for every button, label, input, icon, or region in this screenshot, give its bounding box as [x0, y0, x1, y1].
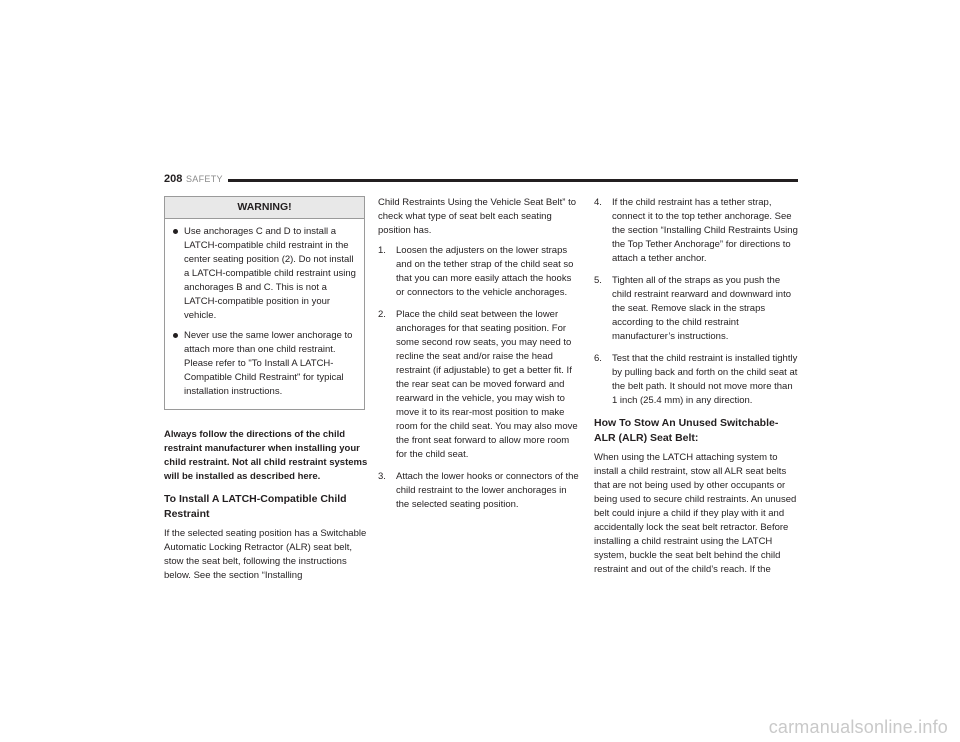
step-number: 2. [378, 309, 386, 320]
step-text: Tighten all of the straps as you push the child restraint rearward and downward into the seat. Remove slack in the straps according to the child restraint manufacturer’s instructions. [612, 275, 792, 342]
bold-paragraph: Always follow the directions of the child restraint manufacturer when installing your child restraint. Not all child restraint systems will be installed as described here. [164, 429, 368, 482]
page-number: 208 [164, 173, 183, 185]
column-1 [164, 196, 369, 589]
step-number: 3. [378, 471, 386, 482]
warning-list [165, 219, 364, 409]
steps-list [594, 196, 798, 408]
step-number: 6. [594, 353, 602, 364]
warning-item-text: Never use the same lower anchorage to attach more than one child restraint. Please refer to "To Install A LATCH-Compatible Child Restraint" for typical installation instructions. [184, 330, 353, 397]
body-paragraph: If the selected seating position has a Switchable Automatic Locking Retractor (ALR) seat belt, stow the seat belt, following the instructions below. See the section “Installing [164, 528, 367, 581]
warning-box [164, 196, 365, 410]
step-item [378, 470, 580, 512]
warning-title: WARNING! [165, 197, 364, 219]
section-heading: To Install A LATCH-Compatible Child Restraint [164, 493, 347, 520]
step-text: Test that the child restraint is installed tightly by pulling back and forth on the child seat at the belt path. It should not move more than 1 inch (25.4 mm) in any direction. [612, 353, 798, 406]
step-item [378, 244, 580, 300]
continuation-paragraph: Child Restraints Using the Vehicle Seat Belt” to check what type of seat belt each seating position has. [378, 197, 577, 236]
warning-item [173, 329, 356, 399]
column-3 [594, 196, 798, 583]
warning-item-text: Use anchorages C and D to install a LATCH-compatible child restraint in the center seating position (2). Do not install a LATCH-compatible child restraint using anchorages B and C. This is not a LATCH-compatible position in your vehicle. [184, 226, 356, 321]
step-item [378, 308, 580, 462]
step-number: 1. [378, 245, 386, 256]
bullet-icon [173, 229, 178, 234]
column-2 [378, 196, 580, 520]
step-item [594, 274, 798, 344]
steps-list [378, 244, 580, 512]
page-header [164, 172, 798, 186]
warning-item [173, 225, 356, 323]
step-item [594, 196, 798, 266]
step-number: 4. [594, 197, 602, 208]
section-heading: How To Stow An Unused Switchable-ALR (ALR) Seat Belt: [594, 417, 779, 444]
section-name: SAFETY [186, 174, 223, 184]
step-text: Loosen the adjusters on the lower straps and on the tether strap of the child seat so that you can more easily attach the hooks or connectors to the vehicle anchorages. [396, 245, 574, 298]
watermark: carmanualsonline.info [768, 717, 948, 737]
step-number: 5. [594, 275, 602, 286]
step-item [594, 352, 798, 408]
bullet-icon [173, 333, 178, 338]
step-text: Place the child seat between the lower anchorages for that seating position. For some second row seats, you may need to recline the seat and/or raise the head restraint (if adjustable) to get a better fit. If the rear seat can be moved forward and rearward in the vehicle, you may wish to move it to its rear-most position to make room for the child seat. You may also move the front seat forward to allow more room for the child seat. [396, 309, 578, 460]
body-paragraph: When using the LATCH attaching system to install a child restraint, stow all ALR seat belts that are not being used by other occupants or being used to secure child restraints. An unused belt could injure a child if they play with it and accidentally lock the seat belt retractor. Before installing a child restraint using the LATCH system, buckle the seat belt behind the child restraint and out of the child’s reach. If the [594, 452, 797, 575]
step-text: If the child restraint has a tether strap, connect it to the top tether anchorage. See the section “Installing Child Restraints Using the Top Tether Anchorage” for directions to attach a tether anchor. [612, 197, 798, 264]
step-text: Attach the lower hooks or connectors of the child restraint to the lower anchorages in the selected seating position. [396, 471, 579, 510]
header-rule [228, 179, 798, 182]
